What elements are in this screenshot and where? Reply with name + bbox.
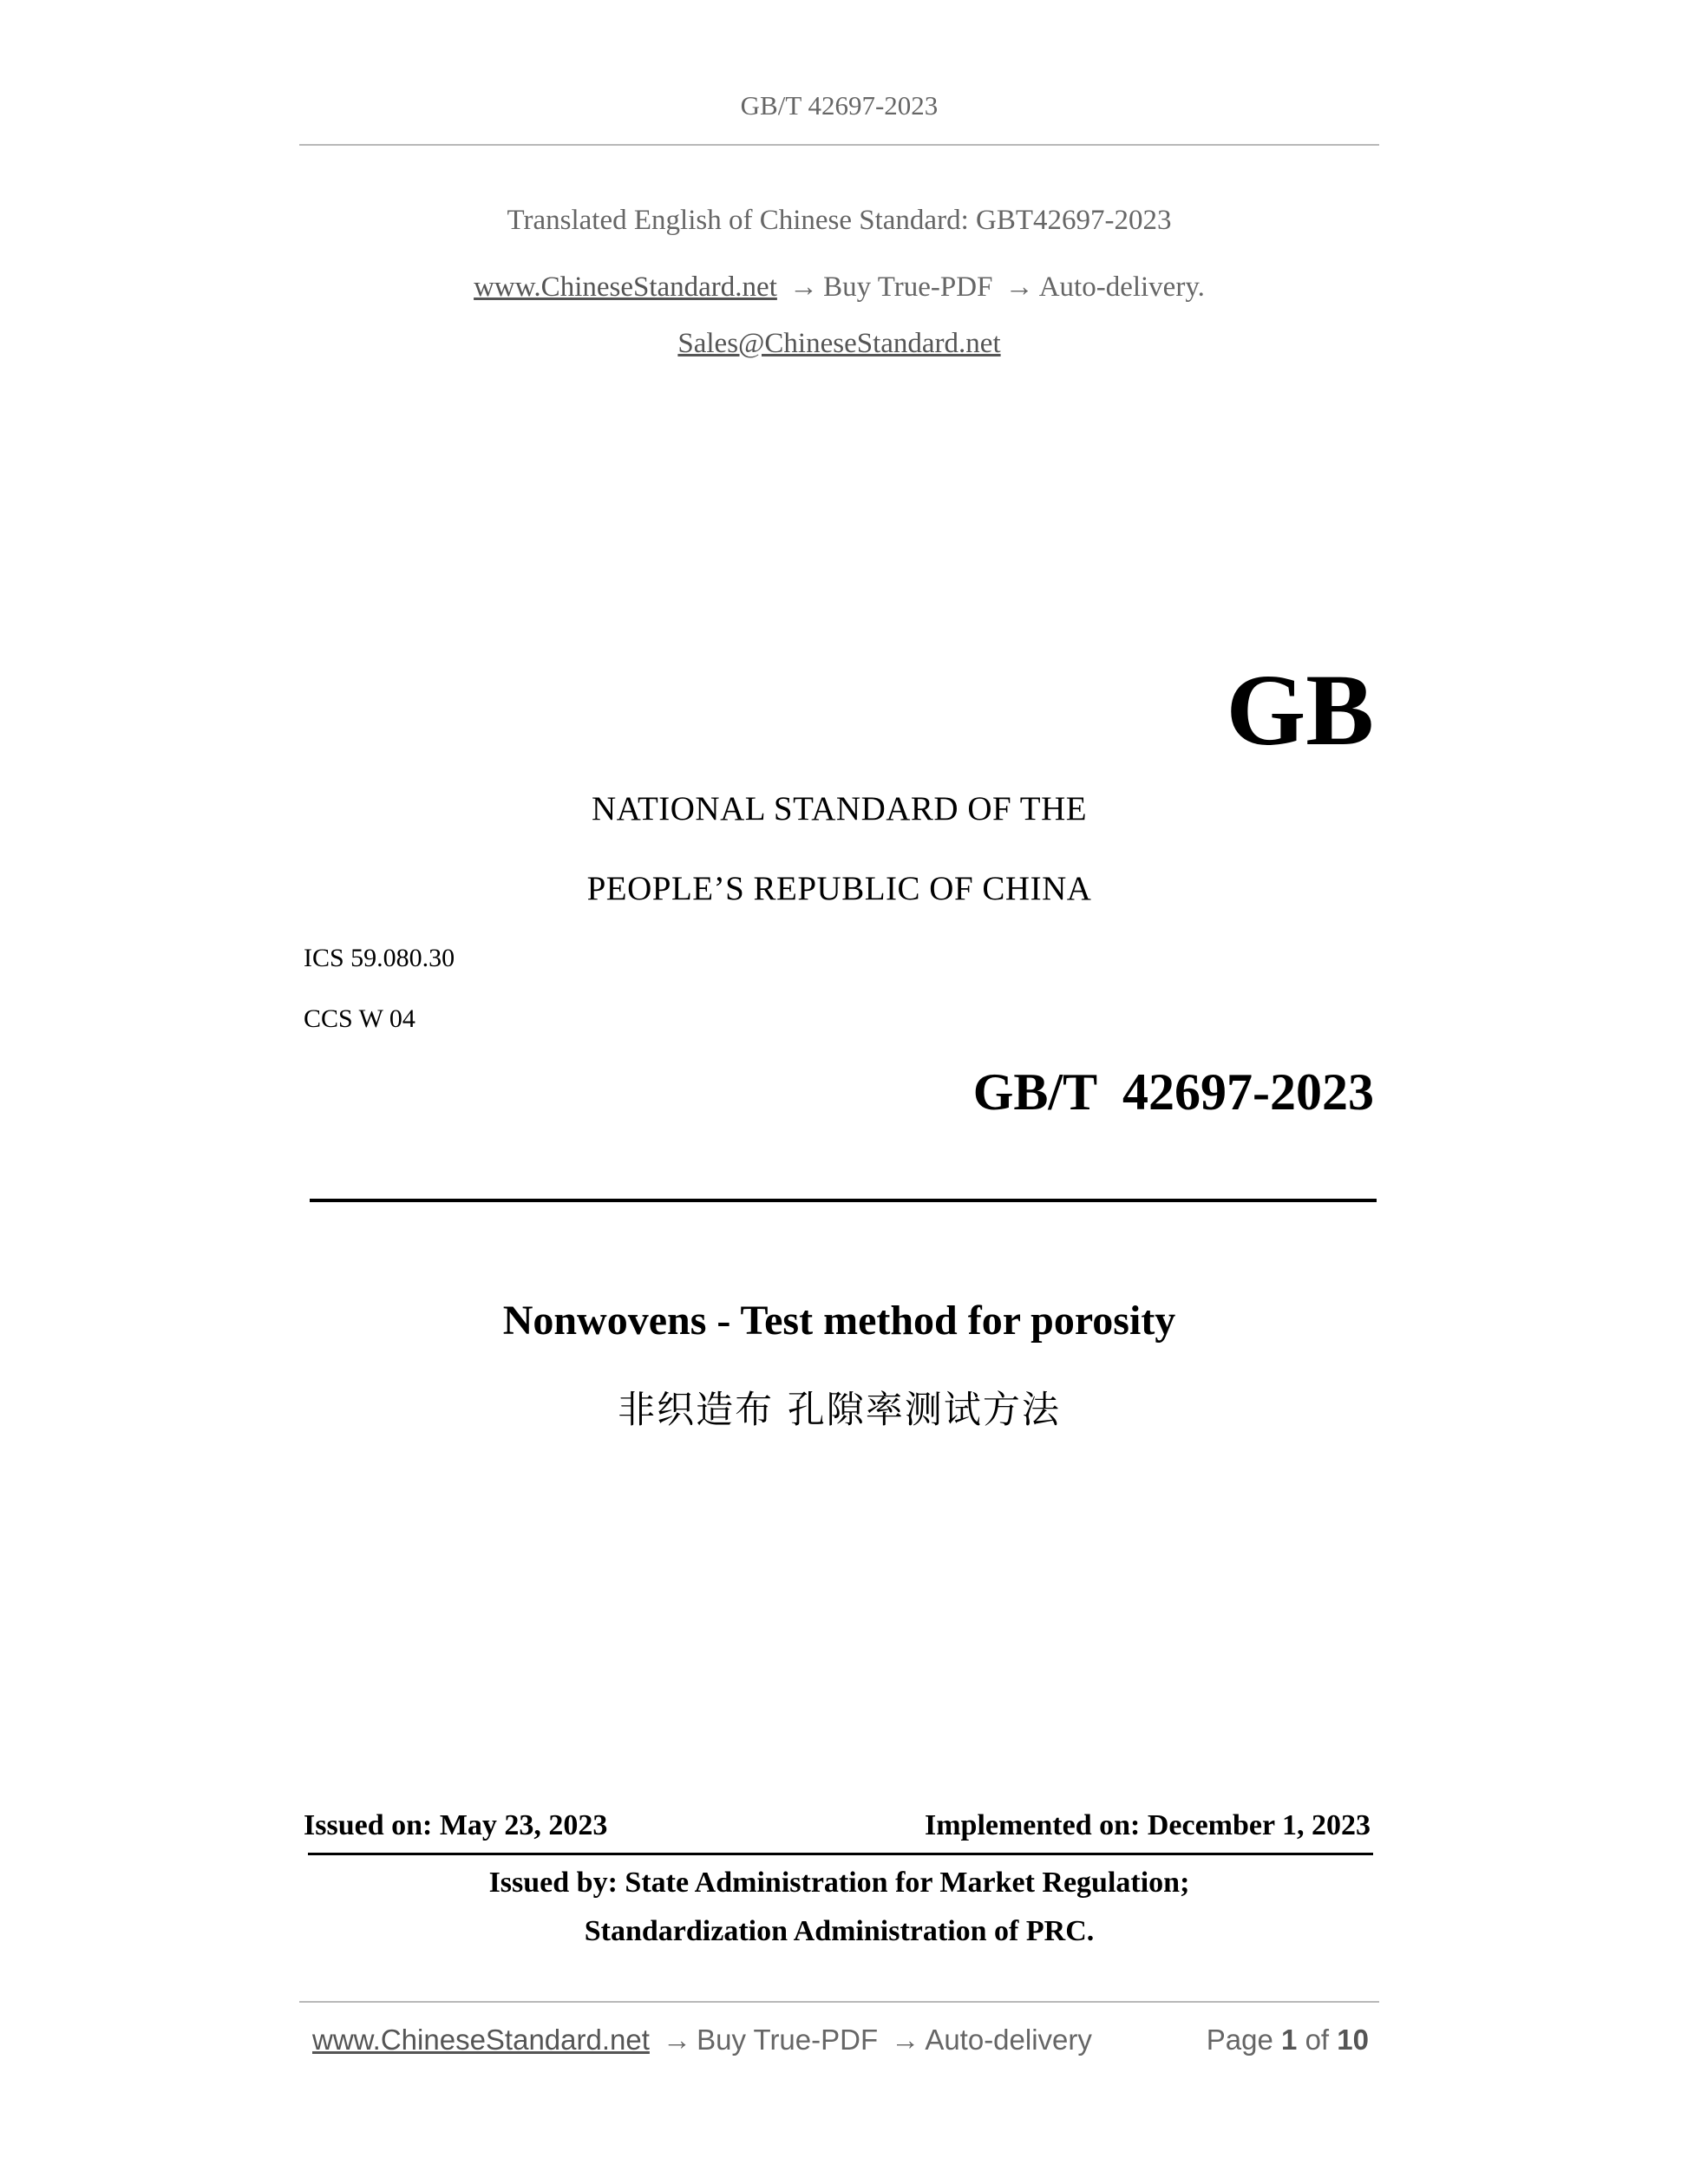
footer-divider — [299, 2001, 1379, 2003]
page-label: Page — [1206, 2024, 1273, 2056]
title-divider — [310, 1199, 1377, 1202]
footer-delivery-text: Auto-delivery — [925, 2024, 1092, 2056]
ccs-code: CCS W 04 — [304, 1004, 415, 1033]
national-standard-line-2: PEOPLE’S REPUBLIC OF CHINA — [586, 870, 1092, 907]
implemented-on-date: Implemented on: December 1, 2023 — [924, 1809, 1371, 1841]
standard-number: GB/T 42697-2023 — [972, 1063, 1374, 1121]
issued-on-date: Issued on: May 23, 2023 — [304, 1809, 608, 1841]
buy-true-pdf-text: Buy True-PDF — [823, 271, 993, 303]
arrow-right-icon: → — [1004, 271, 1034, 303]
issuer-line-2: Standardization Administration of PRC. — [584, 1915, 1095, 1947]
dates-divider — [308, 1853, 1373, 1855]
national-standard-line-1: NATIONAL STANDARD OF THE — [591, 790, 1088, 827]
promo-buy-line — [299, 271, 1379, 304]
site-link[interactable]: www.ChineseStandard.net — [474, 271, 777, 303]
auto-delivery-text: Auto-delivery. — [1038, 271, 1205, 303]
arrow-right-icon: → — [789, 271, 819, 303]
issuer-line-1: Issued by: State Administration for Market Regulation; — [488, 1867, 1190, 1899]
header-divider — [299, 144, 1379, 146]
footer-buy-text: Buy True-PDF — [697, 2024, 879, 2056]
title-english: Nonwovens - Test method for porosity — [502, 1298, 1176, 1344]
page-total: 10 — [1337, 2024, 1369, 2056]
page-of-label: of — [1305, 2024, 1330, 2056]
sales-line — [299, 328, 1379, 360]
footer-site-link[interactable]: www.ChineseStandard.net — [312, 2024, 650, 2056]
translated-notice: Translated English of Chinese Standard: GBT42697-2023 — [507, 205, 1172, 236]
arrow-right-icon: → — [663, 2024, 692, 2056]
footer-promo — [312, 2024, 1092, 2056]
running-header: GB/T 42697-2023 — [740, 90, 939, 121]
sales-email-link[interactable]: Sales@ChineseStandard.net — [677, 328, 1001, 359]
arrow-right-icon: → — [891, 2024, 920, 2056]
page-indicator — [1207, 2024, 1369, 2056]
page-current: 1 — [1281, 2024, 1298, 2056]
gb-logo: GB — [1226, 653, 1374, 767]
ics-code: ICS 59.080.30 — [304, 944, 455, 972]
title-chinese: 非织造布 孔隙率测试方法 — [618, 1389, 1061, 1432]
